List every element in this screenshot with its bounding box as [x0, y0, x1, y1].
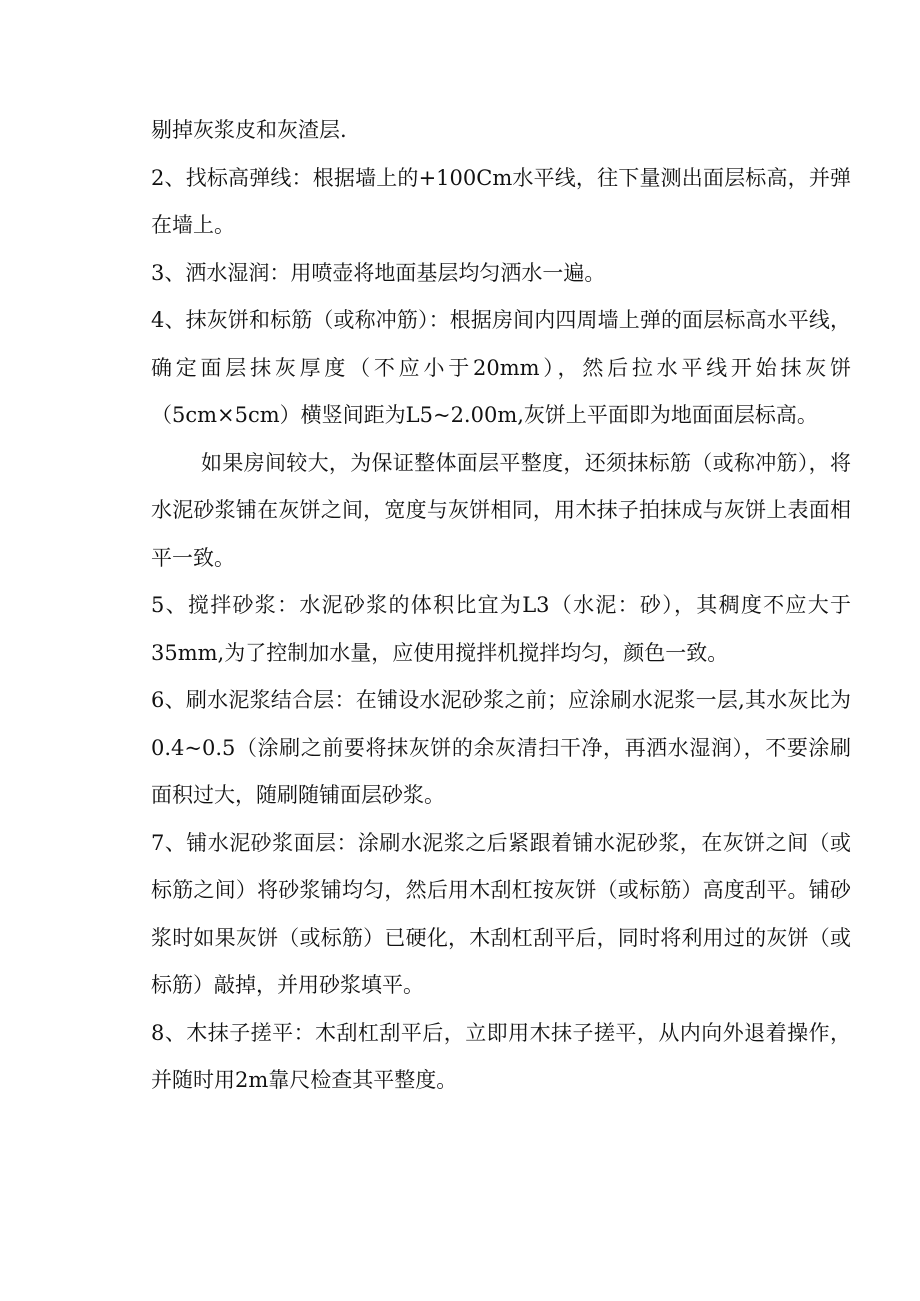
paragraph-step-4: 4、抹灰饼和标筋（或称冲筋）：根据房间内四周墙上弹的面层标高水平线，确定面层抹灰厚度（不应小于20mm），然后拉水平线开始抹灰饼（5cm×5cm）横竖间距为L5~2.00m,灰饼上平面即为地面面层标高。 — [151, 308, 851, 427]
paragraph-step-4-note: 如果房间较大，为保证整体面层平整度，还须抹标筋（或称冲筋），将水泥砂浆铺在灰饼之间，宽度与灰饼相同，用木抹子拍抹成与灰饼上表面相平一致。 — [151, 450, 851, 570]
paragraph-step-7: 7、铺水泥砂浆面层：涂刷水泥浆之后紧跟着铺水泥砂浆，在灰饼之间（或标筋之间）将砂浆铺均匀，然后用木刮杠按灰饼（或标筋）高度刮平。铺砂浆时如果灰饼（或标筋）已硬化，木刮杠刮平后，同时将利用过的灰饼（或标筋）敲掉，并用砂浆填平。 — [151, 830, 851, 997]
paragraph-step-3: 3、洒水湿润：用喷壶将地面基层均匀洒水一遍。 — [151, 260, 606, 285]
paragraph-step-8: 8、木抹子搓平：木刮杠刮平后，立即用木抹子搓平，从内向外退着操作，并随时用2m靠尺检查其平整度。 — [151, 1020, 851, 1092]
paragraph-step-5: 5、搅拌砂浆：水泥砂浆的体积比宜为L3（水泥：砂），其稠度不应大于35mm,为了控制加水量，应使用搅拌机搅拌均匀，颜色一致。 — [151, 593, 851, 665]
paragraph-step-2: 2、找标高弹线：根据墙上的+100Cm水平线，往下量测出面层标高，并弹在墙上。 — [151, 165, 851, 237]
paragraph-step-6: 6、刷水泥浆结合层：在铺设水泥砂浆之前；应涂刷水泥浆一层,其水灰比为0.4~0.5（涂刷之前要将抹灰饼的余灰清扫干净，再洒水湿润），不要涂刷面积过大，随刷随铺面层砂浆。 — [151, 688, 851, 807]
paragraph-continuation: 剔掉灰浆皮和灰渣层. — [151, 118, 347, 142]
document-body — [151, 107, 851, 1105]
